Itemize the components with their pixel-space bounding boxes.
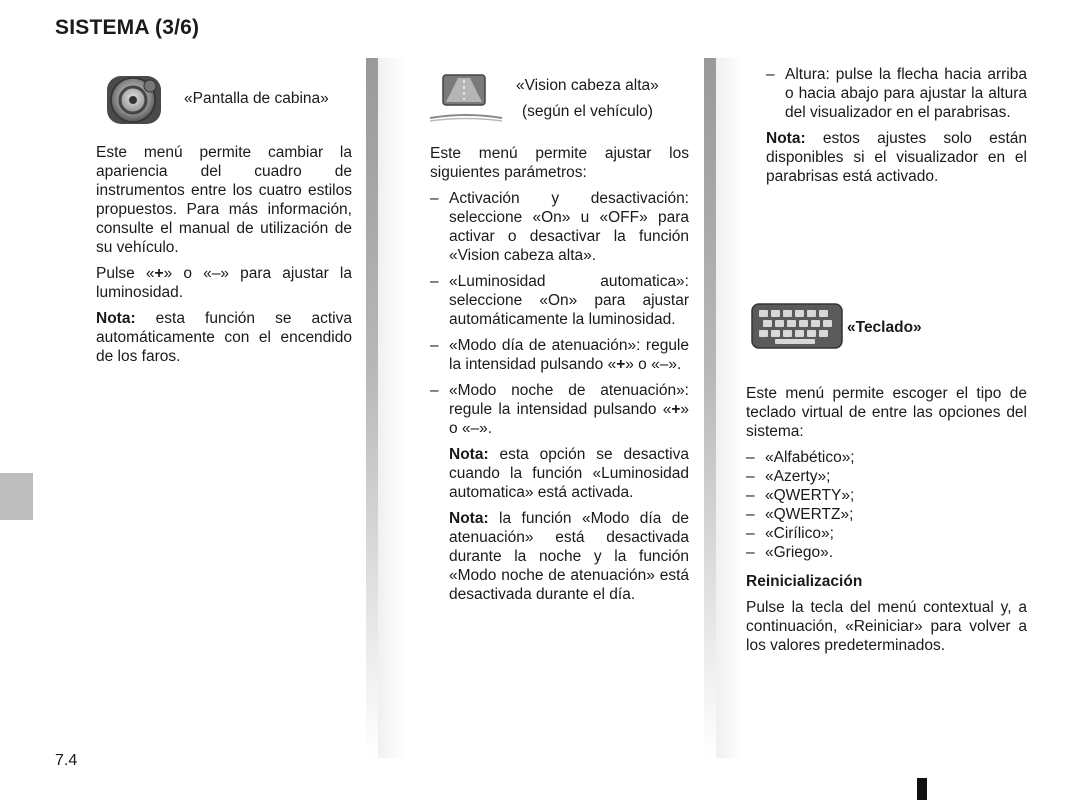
column-2: [430, 144, 689, 611]
cockpit-caption: «Pantalla de cabina»: [184, 90, 329, 107]
chapter-tab: [0, 473, 33, 520]
head-up-display-icon: [428, 72, 504, 129]
page-edge-marker: [917, 778, 927, 800]
page-title: SISTEMA (3/6): [55, 16, 200, 39]
keyboard-option: – «Cirílico»;: [746, 524, 1027, 543]
brightness-instruction: Pulse «+» o «–» para ajustar la luminosidad.: [96, 265, 352, 301]
keyboard-intro: Este menú permite escoger el tipo de teclado virtual de entre las opciones del sistema:: [746, 385, 1027, 440]
column-3-top: [766, 65, 1027, 193]
headup-item-auto-brightness: – «Luminosidad automatica»: seleccione «On» para ajustar automáticamente la luminosidad.: [430, 272, 689, 329]
keyboard-caption: «Teclado»: [847, 319, 922, 336]
keyboard-options-list: [746, 448, 1027, 562]
headup-caption: «Vision cabeza alta»: [516, 77, 659, 94]
reset-text: Pulse la tecla del menú contextual y, a continuación, «Reiniciar» para volver a los valores predeterminados.: [746, 599, 1027, 654]
column-1: [96, 143, 352, 373]
page-number: 7.4: [55, 752, 78, 769]
headup-item-day-mode: – «Modo día de atenuación»: regule la intensidad pulsando «+» o «–».: [430, 336, 689, 374]
headup-note-2: Nota: la función «Modo día de atenuación» está desactivada durante la noche y la función «Modo noche de atenuación» está desactivada durante el día.: [449, 510, 689, 603]
column-3-bottom: [746, 384, 1027, 662]
cockpit-note: Nota: esta función se activa automáticamente con el encendido de los faros.: [96, 310, 352, 365]
column-shadow-1: [378, 58, 406, 758]
cockpit-display-icon: [106, 72, 162, 133]
column-divider-1: [366, 58, 378, 758]
reset-heading: Reinicialización: [746, 573, 863, 590]
headup-item-activation: – Activación y desactivación: seleccione «On» u «OFF» para activar o desactivar la función «Vision cabeza alta».: [430, 189, 689, 265]
headup-note-1: Nota: esta opción se desactiva cuando la función «Luminosidad automatica» está activada.: [449, 446, 689, 501]
keyboard-option: – «Azerty»;: [746, 467, 1027, 486]
keyboard-option: – «QWERTZ»;: [746, 505, 1027, 524]
column-shadow-2: [716, 58, 744, 758]
headup-intro: Este menú permite ajustar los siguientes parámetros:: [430, 145, 689, 181]
cockpit-intro: Este menú permite cambiar la apariencia del cuadro de instrumentos entre los cuatro estilos propuestos. Para más información, consulte el manual de utilización de su vehículo.: [96, 144, 352, 256]
keyboard-option: – «QWERTY»;: [746, 486, 1027, 505]
headup-item-night-mode: – «Modo noche de atenuación»: regule la intensidad pulsando «+» o «–».: [430, 381, 689, 438]
height-instruction: – Altura: pulse la flecha hacia arriba o hacia abajo para ajustar la altura del visualizador en el parabrisas.: [766, 65, 1027, 122]
keyboard-option: – «Griego».: [746, 543, 1027, 562]
column-divider-2: [704, 58, 716, 758]
height-note: Nota: estos ajustes solo están disponibles si el visualizador en el parabrisas está activado.: [766, 130, 1027, 185]
keyboard-icon: [751, 303, 843, 354]
headup-caption-note: (según el vehículo): [522, 103, 653, 120]
keyboard-option: – «Alfabético»;: [746, 448, 1027, 467]
